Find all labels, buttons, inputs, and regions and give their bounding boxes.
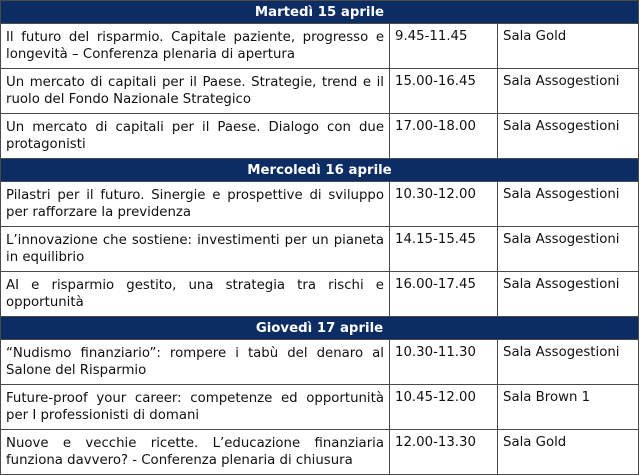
table-row xyxy=(1,24,639,69)
table-row xyxy=(1,182,639,227)
day-label: Martedì 15 aprile xyxy=(1,1,639,24)
session-title: Nuove e vecchie ricette. L’educazione finanziaria funziona davvero? - Conferenza plenaria di chiusura xyxy=(1,430,390,475)
session-title: “Nudismo finanziario”: rompere i tabù del denaro al Salone del Risparmio xyxy=(1,340,390,385)
session-title: AI e risparmio gestito, una strategia tra rischi e opportunità xyxy=(1,272,390,317)
session-time: 10.30-11.30 xyxy=(390,340,498,385)
session-time: 15.00-16.45 xyxy=(390,69,498,114)
session-time: 14.15-15.45 xyxy=(390,227,498,272)
day-header xyxy=(1,159,639,182)
session-room: Sala Gold xyxy=(498,24,639,69)
session-time: 10.45-12.00 xyxy=(390,385,498,430)
session-time: 16.00-17.45 xyxy=(390,272,498,317)
table-row xyxy=(1,69,639,114)
table-row xyxy=(1,114,639,159)
day-header xyxy=(1,1,639,24)
session-room: Sala Gold xyxy=(498,430,639,475)
session-title: Il futuro del risparmio. Capitale paziente, progresso e longevità – Conferenza plenaria di apertura xyxy=(1,24,390,69)
session-room: Sala Assogestioni xyxy=(498,272,639,317)
session-time: 9.45-11.45 xyxy=(390,24,498,69)
table-row xyxy=(1,227,639,272)
session-title: Pilastri per il futuro. Sinergie e prospettive di sviluppo per rafforzare la previdenza xyxy=(1,182,390,227)
session-room: Sala Assogestioni xyxy=(498,182,639,227)
day-header xyxy=(1,317,639,340)
session-room: Sala Assogestioni xyxy=(498,227,639,272)
session-title: Un mercato di capitali per il Paese. Strategie, trend e il ruolo del Fondo Nazionale Strategico xyxy=(1,69,390,114)
table-row xyxy=(1,272,639,317)
session-title: Un mercato di capitali per il Paese. Dialogo con due protagonisti xyxy=(1,114,390,159)
day-label: Mercoledì 16 aprile xyxy=(1,159,639,182)
session-title: L’innovazione che sostiene: investimenti per un pianeta in equilibrio xyxy=(1,227,390,272)
session-room: Sala Assogestioni xyxy=(498,114,639,159)
session-room: Sala Brown 1 xyxy=(498,385,639,430)
session-room: Sala Assogestioni xyxy=(498,69,639,114)
day-label: Giovedì 17 aprile xyxy=(1,317,639,340)
session-time: 17.00-18.00 xyxy=(390,114,498,159)
session-title: Future-proof your career: competenze ed opportunità per I professionisti di domani xyxy=(1,385,390,430)
session-time: 10.30-12.00 xyxy=(390,182,498,227)
table-row xyxy=(1,340,639,385)
session-room: Sala Assogestioni xyxy=(498,340,639,385)
session-time: 12.00-13.30 xyxy=(390,430,498,475)
table-row xyxy=(1,430,639,475)
table-row xyxy=(1,385,639,430)
